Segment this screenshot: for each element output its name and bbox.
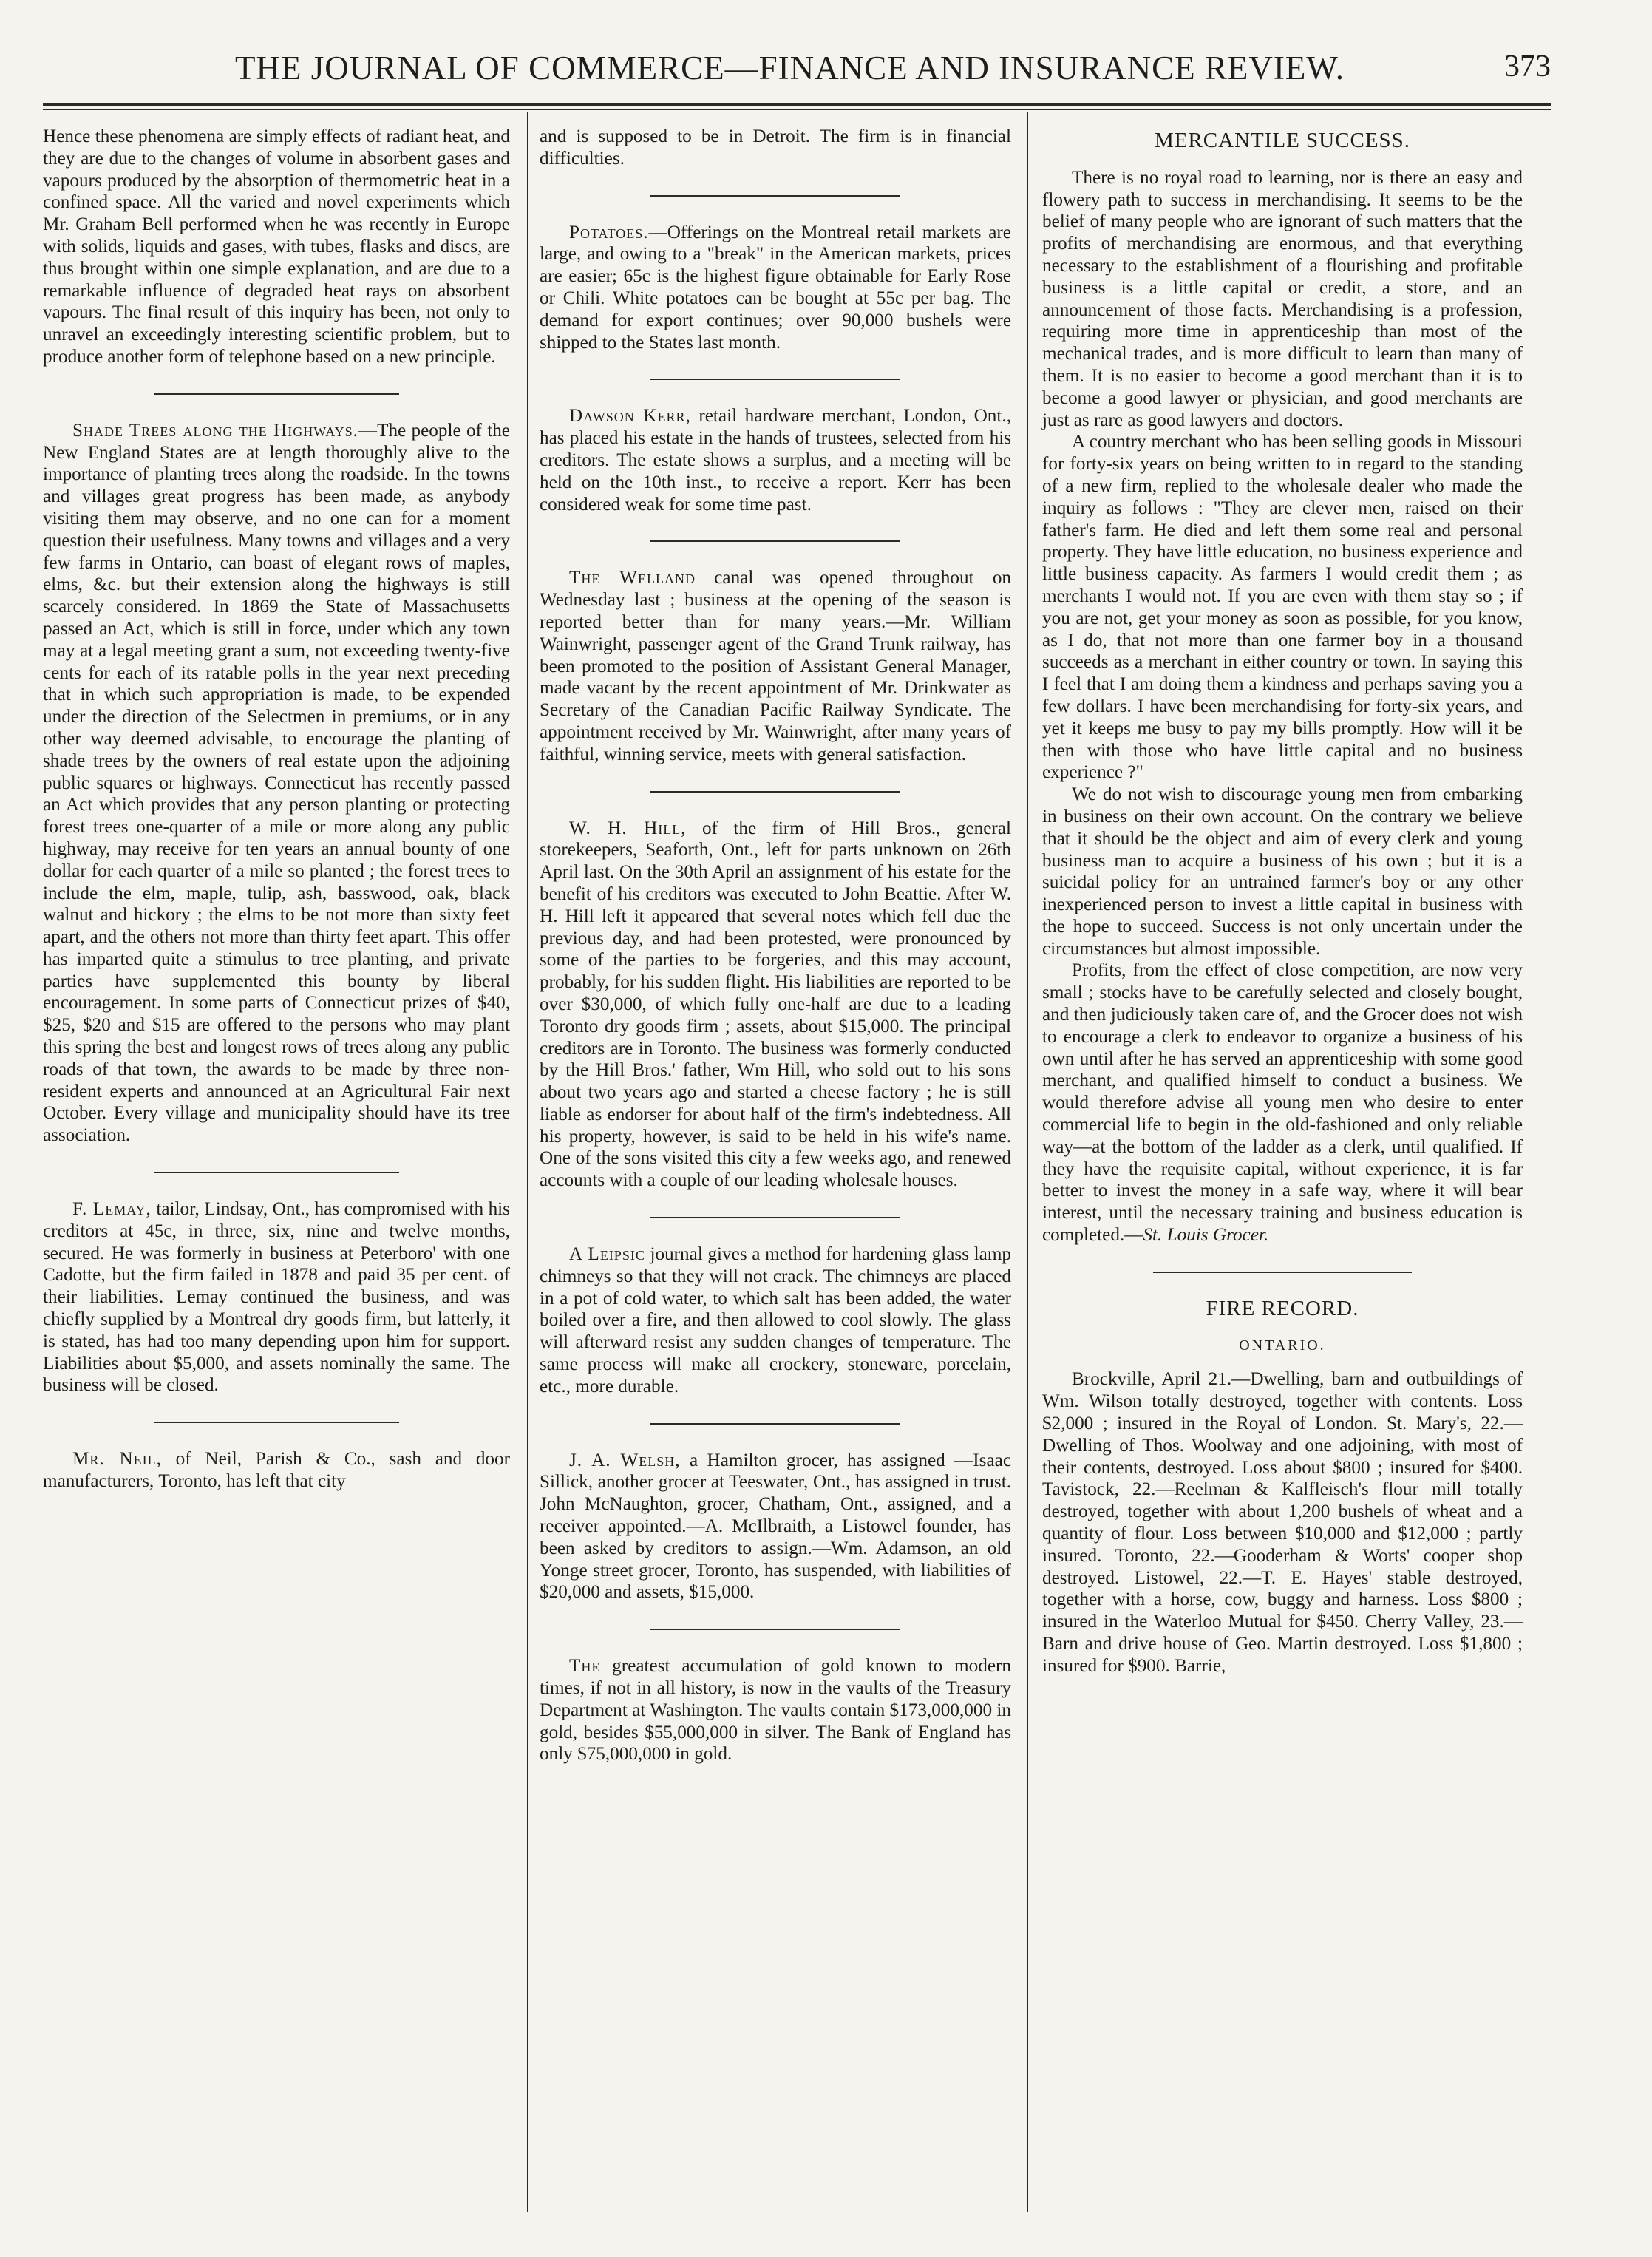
article-separator — [650, 1217, 900, 1218]
welland-article — [540, 567, 1011, 765]
article-separator — [650, 379, 900, 380]
leipsic-article — [540, 1243, 1011, 1398]
kerr-article — [540, 405, 1011, 515]
header-rule-top — [43, 103, 1551, 106]
header-rule-bottom — [43, 109, 1551, 110]
lemay-lead: F. Lemay, — [72, 1199, 152, 1220]
potatoes-lead: Potatoes. — [569, 222, 649, 242]
shade-trees-body: —The people of the New England States are at length thoroughly alive to the importance of planting trees along the roadside. In the towns and villages great progress has been made, as anybody visiting them may observe, and no one can for a moment question their usefulness. Many towns and villages and a very few farms in Ontario, can boast of elegant rows of maples, elms, &c. but their extension along the highways is still scarcely considered. In 1869 the State of Massachusetts passed an Act, which is still in force, under which any town may at a legal meeting grant a sum, not exceeding twenty-five cents for each of its ratable polls in the year next preceding that in which such appropriation is made, to be expended under the direction of the Selectmen in premiums, or in any other way deemed advisable, to encourage the planting of shade trees by the owners of real estate upon the adjoining public squares or highways. Connecticut has recently passed an Act which provides that any person planting or protecting forest trees one-quarter of a mile or more along any public highway, may receive for ten years an annual bounty of one dollar for each quarter of a mile so planted ; the forest trees to include the elm, maple, tulip, ash, basswood, oak, black walnut and hickory ; the elms to be not more than sixty feet apart, and the others not more than thirty feet apart. This offer has imparted quite a stimulus to tree planting, and private parties have supplemented this bounty by liberal encouragement. In some parts of Connecticut prizes of $40, $25, $20 and $15 are offered to the persons who may plant this spring the best and longest rows of trees along any public roads of that town, the awards to be made by three non-resident experts and announced at an Agricultural Fair next October. Every village and municipality should have its tree association. — [43, 420, 510, 1146]
fire-record-entries: Brockville, April 21.—Dwelling, barn and outbuildings of Wm. Wilson totally destroyed, together with contents. Loss $2,000 ; insured in the Royal of London. St. Mary's, 22.—Dwelling of Thos. Woolway and one adjoining, with most of their contents, destroyed. Loss about $800 ; insured for $400. Tavistock, 22.—Reelman & Kalfleisch's flour mill totally destroyed, together with about 1,200 bushels of wheat and a quantity of flour. Loss between $10,000 and $12,000 ; partly insured. Toronto, 22.—Gooderham & Worts' cooper shop destroyed. Listowel, 22.—T. E. Hayes' stable destroyed, together with a horse, cow, buggy and harness. Loss $800 ; insured in the Waterloo Mutual for $450. Cherry Valley, 23.—Barn and drive house of Geo. Martin destroyed. Loss $1,800 ; insured for $900. Barrie, — [1042, 1369, 1523, 1676]
article-separator — [650, 540, 900, 542]
lemay-body: tailor, Lindsay, Ont., has compromised with his creditors at 45c, in three, six, nine and twelve months, secured. He was formerly in business at Peterboro' with one Cadotte, but the firm failed in 1878 and paid 35 per cent. of their liabilities. Lemay continued the business, and was chiefly supplied by a Montreal dry goods firm, but latterly, it is stated, has had too many depending upon him for support. Liabilities about $5,000, and assets nominally the same. The business will be closed. — [43, 1199, 510, 1396]
kerr-body: retail hardware merchant, London, Ont., has placed his estate in the hands of trustees, selected from his creditors. The estate shows a surplus, and a meeting will be held on the 10th inst., to receive a report. Kerr has been considered weak for some time past. — [540, 406, 1011, 515]
mercantile-paragraph-4-text: Profits, from the effect of close competition, are now very small ; stocks have to be carefully selected and closely bought, and then judiciously taken care of, and the Grocer does not wish to encourage a clerk to endeavor to organize a business of his own until after he has served an apprenticeship with some good merchant, and qualified himself to conduct a business. We would therefore advise all young men who desire to enter commercial life to begin in the old-fashioned and only reliable way—at the bottom of the ladder as a clerk, until qualified. If they have the requisite capital, without experience, it is far better to invest the money in a safe way, where it will bear interest, until the necessary training and business education is completed.— — [1042, 960, 1523, 1246]
hill-article — [540, 818, 1011, 1192]
lemay-article — [43, 1198, 510, 1396]
welsh-article — [540, 1450, 1011, 1604]
mercantile-source: St. Louis Grocer. — [1143, 1225, 1269, 1246]
column-2 — [540, 126, 1011, 1785]
hill-body: of the firm of Hill Bros., general storekeepers, Seaforth, Ont., left for parts unknown on 26th April last. On the 30th April an assignment of his estate for the benefit of his creditors was executed to John Beattie. After W. H. Hill left it appeared that several notes which fell due the previous day, and had been protested, were pronounced by some of the parties to be forgeries, and this may account, probably, for his sudden flight. His liabilities are reported to be over $30,000, of which fully one-half are due to a leading Toronto dry goods firm ; assets, about $15,000. The principal creditors are in Toronto. The business was formerly conducted by the Hill Bros.' father, Wm Hill, who sold out to his sons about two years ago and started a cheese factory ; he is still liable as endorser for about half of the firm's indebtedness. All his property, however, is said to be held in his wife's name. One of the sons visited this city a few weeks ago, and renewed accounts with a couple of our leading wholesale houses. — [540, 818, 1011, 1191]
leipsic-body: journal gives a method for hardening glass lamp chimneys so that they will not crack. The chimneys are placed in a pot of cold water, to which salt has been added, the water boiled over a fire, and then allowed to cool slowly. The glass will afterward resist any sudden changes of temperature. The same process will make all crockery, stoneware, porcelain, etc., more durable. — [540, 1244, 1012, 1396]
gold-article — [540, 1655, 1011, 1765]
mercantile-paragraph-2: A country merchant who has been selling goods in Missouri for forty-six years on being written to in regard to the standing of a new firm, replied to the wholesale dealer who made the inquiry as follows : "They are clever men, raised on their father's farm. He died and left them some real and personal property. They have little education, no business experience and little business capacity. As farmers I would credit them ; as merchants I would not. If you are even with them stay so ; if you are not, get your money as soon as possible, for you know, as I do, that not more than one farmer boy in a thousand succeeds as a merchant in either country or town. In saying this I feel that I am doing them a kindness and perhaps saving you a few dollars. I have been merchandising for forty-six years, and yet it keeps me busy to pay my bills promptly. How will it be then with those who have little capital and no business experience ?" — [1042, 432, 1523, 783]
article-separator — [650, 791, 900, 793]
potatoes-body: —Offerings on the Montreal retail markets are large, and owing to a "break" in the American markets, prices are easier; 65c is the highest figure obtainable for Early Rose or Chili. White potatoes can be bought at 55c per bag. The demand for export continues; over 90,000 bushels were shipped to the States last month. — [540, 222, 1011, 353]
article-separator — [1153, 1272, 1412, 1273]
radiant-heat-paragraph: Hence these phenomena are simply effects of radiant heat, and they are due to the changes of volume in absorbent gases and vapours produced by the absorption of thermometric heat in a confined space. All the varied and novel experiments which Mr. Graham Bell performed when he was recently in Europe with solids, liquids and gases, with tubes, flasks and discs, are thus brought within one simple explanation, and are due to a remarkable influence of degraded heat rays on absorbent vapours. The final result of this inquiry has been, not only to unravel an exceedingly interesting scientific problem, but to produce another form of telephone based on a new principle. — [43, 126, 510, 367]
column-3 — [1042, 126, 1523, 1677]
welland-lead: The Welland — [569, 568, 696, 588]
column-divider-1 — [527, 112, 528, 2212]
hill-lead: W. H. Hill, — [569, 818, 687, 838]
shade-trees-lead: Shade Trees along the Highways. — [72, 420, 358, 441]
gold-body: greatest accumulation of gold known to modern times, if not in all history, is now in the vaults of the Treasury Department at Washington. The vaults contain $173,000,000 in gold, besides $55,000,000 in silver. The Bank of England has only $75,000,000 in gold. — [540, 1656, 1011, 1765]
neil-lead: Mr. Neil, — [72, 1449, 162, 1470]
shade-trees-article — [43, 420, 510, 1147]
masthead — [43, 49, 1551, 101]
mercantile-paragraph-4 — [1042, 960, 1523, 1246]
welland-body: canal was opened throughout on Wednesday last ; business at the opening of the season is reported better than for many years.—Mr. William Wainwright, passenger agent of the Grand Trunk railway, has been promoted to the position of Assistant General Manager, made vacant by the recent appointment of Mr. Drinkwater as Secretary of the Canadian Pacific Railway Syndicate. The appointment received by Mr. Wainwright, after many years of faithful, winning service, meets with general satisfaction. — [540, 568, 1012, 764]
article-separator — [154, 393, 399, 395]
article-separator — [650, 195, 900, 197]
column-1 — [43, 126, 510, 1512]
mercantile-paragraph-1: There is no royal road to learning, nor is there an easy and flowery path to success in merchandising. It seems to be the belief of many people who are ignorant of such matters that the profits of merchandising are enormous, and that everything necessary to the establishment of a flourishing and profitable business is a little capital or credit, a store, and an announcement of those facts. Merchandising is a profession, requiring more time in apprenticeship than most of the mechanical trades, and is more difficult to learn than many of them. It is no easier to become a good merchant than it is to become a good lawyer or physician, and good merchants are just as rare as good lawyers and doctors. — [1042, 167, 1523, 430]
kerr-lead: Dawson Kerr, — [569, 406, 691, 427]
journal-title: THE JOURNAL OF COMMERCE—FINANCE AND INSURANCE REVIEW. — [235, 50, 1345, 86]
welsh-lead: J. A. Welsh, — [569, 1450, 681, 1470]
neil-continued: and is supposed to be in Detroit. The firm is in financial difficulties. — [540, 126, 1011, 169]
article-separator — [650, 1629, 900, 1630]
leipsic-lead: A Leipsic — [569, 1244, 645, 1265]
neil-article — [43, 1448, 510, 1493]
fire-record-region: ONTARIO. — [1239, 1337, 1326, 1354]
gold-lead: The — [569, 1656, 601, 1677]
mercantile-paragraph-3: We do not wish to discourage young men from embarking in business on their own account. On the contrary we believe that it should be the object and aim of every clerk and young business man to acquire a business of his own ; but it is a suicidal policy for an untrained farmer's boy or any other inexperienced person to invest a little capital in business with the hope to succeed. Success is not only uncertain under the circumstances but almost impossible. — [1042, 784, 1523, 959]
column-divider-2 — [1027, 112, 1028, 2212]
neil-body: of Neil, Parish & Co., sash and door manufacturers, Toronto, has left that city — [43, 1449, 510, 1492]
welsh-body: a Hamilton grocer, has assigned —Isaac Sillick, another grocer at Teeswater, Ont., has assigned in trust. John McNaughton, grocer, Chatham, Ont., assigned, and a receiver appointed.—A. McIlbraith, a Listowel founder, has been asked by creditors to assign.—Wm. Adamson, an old Yonge street grocer, Toronto, has suspended, with liabilities of $20,000 and assets, $15,000. — [540, 1450, 1012, 1603]
page-number: 373 — [1504, 50, 1551, 84]
mercantile-success-heading: MERCANTILE SUCCESS. — [1154, 129, 1411, 152]
article-separator — [154, 1422, 399, 1423]
potatoes-article — [540, 222, 1011, 354]
article-separator — [650, 1423, 900, 1425]
article-separator — [154, 1172, 399, 1173]
fire-record-heading: FIRE RECORD. — [1206, 1296, 1359, 1320]
